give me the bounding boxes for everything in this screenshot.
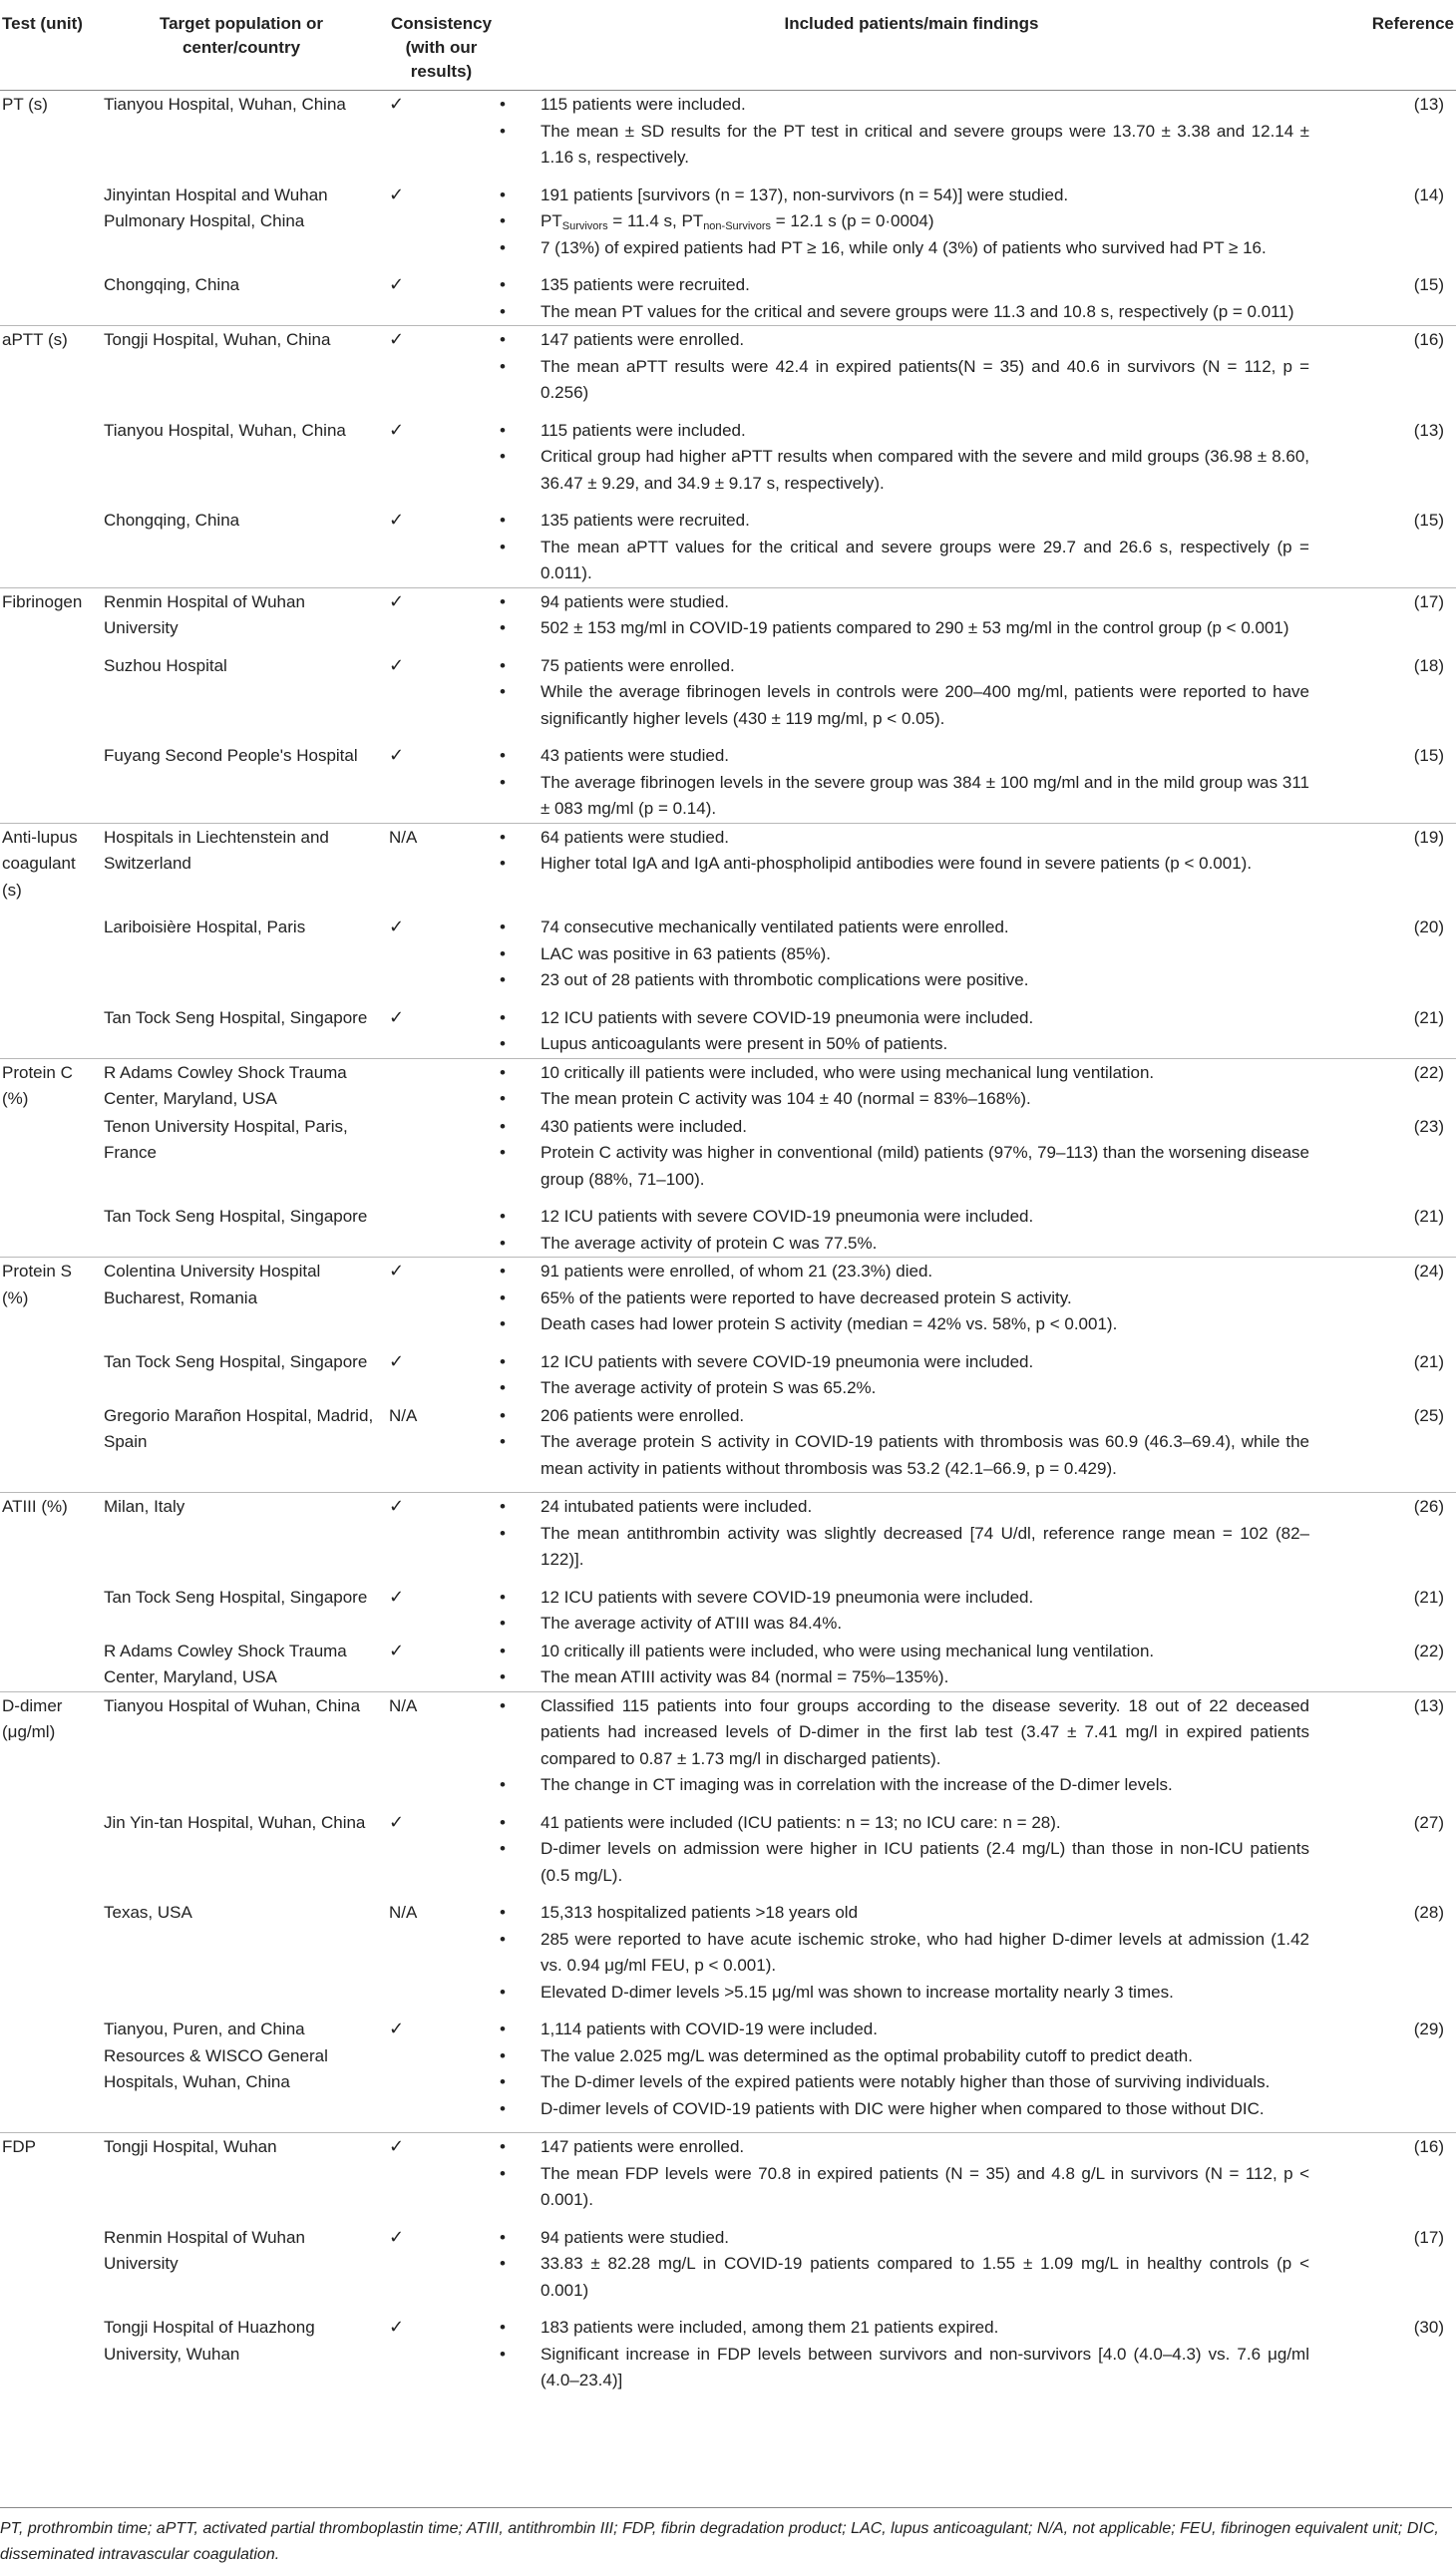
finding-item: • 502 ± 153 mg/ml in COVID-19 patients compared to 290 ± 53 mg/ml in the control group (p < 0.001) bbox=[500, 615, 1323, 642]
table-row bbox=[0, 2314, 1456, 2394]
findings-cell bbox=[500, 1691, 1323, 1809]
header-test: Test (unit) bbox=[0, 0, 100, 91]
target-center-cell: Suzhou Hospital bbox=[104, 655, 227, 675]
finding-item: • 206 patients were enrolled. bbox=[500, 1403, 1323, 1430]
target-center-cell: Gregorio Marañon Hospital, Madrid, Spain bbox=[104, 1405, 374, 1451]
target-center-cell: Lariboisière Hospital, Paris bbox=[104, 918, 306, 936]
consistency-check-icon: ✓ bbox=[389, 654, 405, 676]
reference-cell: (18) bbox=[1413, 655, 1444, 675]
reference-cell: (29) bbox=[1413, 2019, 1444, 2038]
finding-item: • Significant increase in FDP levels between survivors and non-survivors [4.0 (4.0–4.3) vs. 7.6 μg/ml (4.0–23.4)] bbox=[500, 2342, 1323, 2394]
findings-cell bbox=[500, 1638, 1323, 1692]
finding-item: • The mean aPTT results were 42.4 in expired patients(N = 35) and 40.6 in survivors (N = 112, p = 0.256) bbox=[500, 354, 1323, 407]
findings-cell bbox=[500, 1584, 1323, 1638]
finding-item: • The mean FDP levels were 70.8 in expired patients (N = 35) and 4.8 g/L in survivors (N = 112, p < 0.001). bbox=[500, 2161, 1323, 2214]
findings-list bbox=[500, 2134, 1323, 2214]
target-center-cell: Tongji Hospital of Huazhong University, Wuhan bbox=[104, 2318, 315, 2364]
finding-item: • Higher total IgA and IgA anti-phospholipid antibodies were found in severe patients (p < 0.001). bbox=[500, 851, 1323, 878]
findings-list bbox=[500, 1494, 1323, 1574]
findings-cell bbox=[500, 2224, 1323, 2315]
target-center-cell: Hospitals in Liechtenstein and Switzerland bbox=[100, 823, 383, 914]
finding-item: • 41 patients were included (ICU patients: n = 13; no ICU care: n = 28). bbox=[500, 1810, 1323, 1837]
test-name-cell bbox=[0, 1638, 100, 1692]
finding-item: • The average protein S activity in COVID-19 patients with thrombosis was 60.9 (46.3–69.4), while the mean activity in patients without thrombosis was 53.2 (42.1–66.9, p = 0.429). bbox=[500, 1429, 1323, 1482]
reference-cell: (15) bbox=[1413, 275, 1444, 294]
reference-cell: (20) bbox=[1413, 918, 1444, 936]
test-name-cell: ATIII (%) bbox=[0, 1493, 100, 1584]
consistency-check-icon: ✓ bbox=[383, 1258, 500, 1348]
finding-item: • The average fibrinogen levels in the severe group was 384 ± 100 mg/ml and in the mild group was 311 ± 083 mg/ml (p = 0.14). bbox=[500, 770, 1323, 823]
finding-item: • The mean protein C activity was 104 ± 40 (normal = 83%–168%). bbox=[500, 1086, 1323, 1113]
reference-cell: (24) bbox=[1323, 1258, 1456, 1348]
consistency-check-icon: ✓ bbox=[389, 419, 405, 441]
finding-item: • 91 patients were enrolled, of whom 21 (23.3%) died. bbox=[500, 1259, 1323, 1285]
findings-list bbox=[500, 1810, 1323, 1890]
reference-cell: (17) bbox=[1413, 2227, 1444, 2247]
consistency-check-icon: ✓ bbox=[389, 1811, 405, 1833]
target-center-cell: Tan Tock Seng Hospital, Singapore bbox=[104, 1207, 368, 1226]
reference-cell: (15) bbox=[1413, 511, 1444, 530]
findings-list bbox=[500, 1403, 1323, 1483]
target-center-cell: Milan, Italy bbox=[100, 1493, 383, 1584]
finding-item: • The mean PT values for the critical and severe groups were 11.3 and 10.8 s, respectively (p = 0.011) bbox=[500, 299, 1323, 326]
table-row bbox=[0, 417, 1456, 508]
table-row bbox=[0, 1203, 1456, 1258]
consistency-check-icon: ✓ bbox=[389, 1586, 405, 1608]
test-name-cell bbox=[0, 2314, 100, 2394]
finding-item: • 183 patients were included, among them 21 patients expired. bbox=[500, 2315, 1323, 2342]
consistency-check-icon: ✓ bbox=[389, 2019, 405, 2039]
consistency-check-icon: ✓ bbox=[389, 94, 405, 115]
finding-item: • 23 out of 28 patients with thrombotic complications were positive. bbox=[500, 967, 1323, 994]
findings-list bbox=[500, 1060, 1323, 1113]
test-name-cell bbox=[0, 271, 100, 326]
test-name-cell bbox=[0, 1584, 100, 1638]
table-row bbox=[0, 2224, 1456, 2315]
findings-cell bbox=[500, 2016, 1323, 2133]
target-center-cell: Tongji Hospital, Wuhan, China bbox=[100, 326, 383, 417]
table-row bbox=[0, 742, 1456, 823]
test-name-cell bbox=[0, 652, 100, 743]
table-row bbox=[0, 2016, 1456, 2133]
finding-item: • 12 ICU patients with severe COVID-19 pneumonia were included. bbox=[500, 1585, 1323, 1612]
finding-item: • 65% of the patients were reported to have decreased protein S activity. bbox=[500, 1285, 1323, 1312]
finding-item: • Critical group had higher aPTT results when compared with the severe and mild groups (36.98 ± 8.60, 36.47 ± 9.29, and 34.9 ± 9.17 s, respectively). bbox=[500, 444, 1323, 497]
finding-item: • 191 patients [survivors (n = 137), non-survivors (n = 54)] were studied. bbox=[500, 183, 1323, 209]
consistency-cell bbox=[383, 1113, 500, 1204]
reference-cell: (21) bbox=[1413, 1351, 1444, 1371]
header-row bbox=[0, 0, 1456, 91]
findings-list bbox=[500, 327, 1323, 407]
target-center-cell: Jin Yin-tan Hospital, Wuhan, China bbox=[104, 1812, 366, 1832]
test-name-cell bbox=[0, 2016, 100, 2133]
test-name-cell bbox=[0, 1402, 100, 1493]
header-main-findings: Included patients/main findings bbox=[500, 0, 1323, 91]
test-name-cell bbox=[0, 742, 100, 823]
reference-cell: (16) bbox=[1323, 2133, 1456, 2224]
finding-item: • Classified 115 patients into four groups according to the disease severity. 18 out of 22 deceased patients had increased levels of D-dimer in the first lab test (3.47 ± 7.41 mg/l in expired patients compared to 0.87 ± 1.73 mg/l in discharged patients). bbox=[500, 1693, 1323, 1773]
table-row bbox=[0, 914, 1456, 1004]
consistency-check-icon: ✓ bbox=[389, 2226, 405, 2248]
header-target-population: Target population or center/country bbox=[100, 0, 383, 91]
findings-cell bbox=[500, 1113, 1323, 1204]
target-center-cell: Colentina University Hospital Bucharest, Romania bbox=[100, 1258, 383, 1348]
table-row bbox=[0, 1058, 1456, 1113]
test-name-cell bbox=[0, 182, 100, 272]
table-row bbox=[0, 587, 1456, 652]
findings-cell bbox=[500, 182, 1323, 272]
reference-cell: (16) bbox=[1323, 326, 1456, 417]
finding-item: • The change in CT imaging was in correlation with the increase of the D-dimer levels. bbox=[500, 1772, 1323, 1799]
findings-list bbox=[500, 272, 1323, 325]
findings-cell bbox=[500, 1058, 1323, 1113]
target-center-cell: Renmin Hospital of Wuhan University bbox=[104, 2227, 305, 2273]
target-center-cell: Tan Tock Seng Hospital, Singapore bbox=[104, 1351, 368, 1371]
test-name-cell bbox=[0, 1809, 100, 1900]
reference-cell: (21) bbox=[1413, 1007, 1444, 1027]
target-center-cell: Tianyou Hospital of Wuhan, China bbox=[100, 1691, 383, 1809]
finding-item: • The mean ATIII activity was 84 (normal = 75%–135%). bbox=[500, 1664, 1323, 1691]
findings-list bbox=[500, 1900, 1323, 2006]
consistency-check-icon: ✓ bbox=[389, 1006, 405, 1028]
consistency-cell bbox=[383, 1203, 500, 1258]
test-name-cell bbox=[0, 1348, 100, 1402]
reference-cell: (19) bbox=[1323, 823, 1456, 914]
test-name-cell: Protein C (%) bbox=[0, 1058, 100, 1113]
target-center-cell: Tan Tock Seng Hospital, Singapore bbox=[104, 1007, 368, 1027]
finding-item: • 10 critically ill patients were included, who were using mechanical lung ventilation. bbox=[500, 1060, 1323, 1087]
finding-item: • 75 patients were enrolled. bbox=[500, 653, 1323, 680]
findings-cell bbox=[500, 417, 1323, 508]
finding-item: • Protein C activity was higher in conventional (mild) patients (97%, 79–113) than the worsening disease group (88%, 71–100). bbox=[500, 1140, 1323, 1193]
finding-item: • 147 patients were enrolled. bbox=[500, 2134, 1323, 2161]
test-name-cell: Anti-lupus coagulant (s) bbox=[0, 823, 100, 914]
test-name-cell: PT (s) bbox=[2, 95, 48, 114]
findings-list bbox=[500, 1585, 1323, 1638]
table-body bbox=[0, 91, 1456, 2394]
finding-item: • 94 patients were studied. bbox=[500, 2225, 1323, 2252]
findings-list bbox=[500, 743, 1323, 823]
reference-cell: (21) bbox=[1413, 1587, 1444, 1607]
test-name-cell bbox=[0, 1004, 100, 1059]
reference-cell: (23) bbox=[1413, 1116, 1444, 1136]
table-row bbox=[0, 1584, 1456, 1638]
table-row bbox=[0, 1809, 1456, 1900]
findings-cell bbox=[500, 1004, 1323, 1059]
findings-cell bbox=[500, 742, 1323, 823]
finding-item: • LAC was positive in 63 patients (85%). bbox=[500, 941, 1323, 968]
finding-item: • 12 ICU patients with severe COVID-19 pneumonia were included. bbox=[500, 1005, 1323, 1032]
table-row bbox=[0, 91, 1456, 182]
findings-list bbox=[500, 183, 1323, 262]
table-row bbox=[0, 326, 1456, 417]
target-center-cell: Tianyou Hospital, Wuhan, China bbox=[104, 420, 346, 440]
findings-list bbox=[500, 508, 1323, 587]
table-row bbox=[0, 1402, 1456, 1493]
consistency-check-icon: ✓ bbox=[383, 326, 500, 417]
target-center-cell: Tongji Hospital, Wuhan bbox=[100, 2133, 383, 2224]
findings-cell bbox=[500, 2314, 1323, 2394]
target-center-cell: Chongqing, China bbox=[104, 511, 240, 530]
finding-item: • The average activity of protein S was 65.2%. bbox=[500, 1375, 1323, 1402]
finding-item: • 33.83 ± 82.28 mg/L in COVID-19 patients compared to 1.55 ± 1.09 mg/L in healthy controls (p < 0.001) bbox=[500, 2251, 1323, 2304]
reference-cell: (27) bbox=[1413, 1812, 1444, 1832]
target-center-cell: R Adams Cowley Shock Trauma Center, Maryland, USA bbox=[104, 1641, 347, 1686]
consistency-check-icon: ✓ bbox=[389, 2317, 405, 2338]
consistency-check-icon: ✓ bbox=[383, 1493, 500, 1584]
findings-list bbox=[500, 1005, 1323, 1058]
finding-item: • 15,313 hospitalized patients >18 years old bbox=[500, 1900, 1323, 1927]
test-name-cell bbox=[0, 417, 100, 508]
test-name-cell bbox=[0, 1113, 100, 1204]
reference-cell: (26) bbox=[1323, 1493, 1456, 1584]
finding-item: • 115 patients were included. bbox=[500, 92, 1323, 119]
finding-item: • 135 patients were recruited. bbox=[500, 508, 1323, 535]
findings-cell bbox=[500, 1348, 1323, 1402]
table-row bbox=[0, 1691, 1456, 1809]
header-reference: Reference bbox=[1323, 0, 1456, 91]
finding-item: • The D-dimer levels of the expired patients were notably higher than those of surviving individuals. bbox=[500, 2069, 1323, 2096]
consistency-check-icon: ✓ bbox=[383, 2133, 500, 2224]
table-row bbox=[0, 2133, 1456, 2224]
reference-cell: (14) bbox=[1413, 184, 1444, 204]
target-center-cell: Fuyang Second People's Hospital bbox=[104, 746, 358, 765]
findings-list bbox=[500, 1114, 1323, 1194]
finding-item: • 64 patients were studied. bbox=[500, 825, 1323, 852]
finding-item: • 7 (13%) of expired patients had PT ≥ 16, while only 4 (3%) of patients who survived had PT ≥ 16. bbox=[500, 235, 1323, 262]
consistency-check-icon: ✓ bbox=[389, 184, 405, 205]
findings-cell bbox=[500, 1493, 1323, 1584]
reference-cell: (15) bbox=[1413, 746, 1444, 765]
finding-item: • The mean ± SD results for the PT test in critical and severe groups were 13.70 ± 3.38 and 12.14 ± 1.16 s, respectively. bbox=[500, 119, 1323, 172]
findings-list bbox=[500, 418, 1323, 498]
reference-cell: (13) bbox=[1323, 1691, 1456, 1809]
findings-cell bbox=[500, 914, 1323, 1004]
finding-item: • 285 were reported to have acute ischemic stroke, who had higher D-dimer levels at admission (1.42 vs. 0.94 μg/ml FEU, p < 0.001). bbox=[500, 1927, 1323, 1980]
findings-list bbox=[500, 1204, 1323, 1257]
finding-item: • 43 patients were studied. bbox=[500, 743, 1323, 770]
target-center-cell: Tenon University Hospital, Paris, France bbox=[104, 1116, 348, 1162]
test-name-cell: FDP bbox=[0, 2133, 100, 2224]
table-row bbox=[0, 1348, 1456, 1402]
findings-list bbox=[500, 1259, 1323, 1338]
findings-list bbox=[500, 653, 1323, 733]
finding-item: • Death cases had lower protein S activity (median = 42% vs. 58%, p < 0.001). bbox=[500, 1311, 1323, 1338]
finding-item: • 1,114 patients with COVID-19 were included. bbox=[500, 2017, 1323, 2043]
table-row bbox=[0, 1638, 1456, 1692]
reference-cell: (22) bbox=[1323, 1058, 1456, 1113]
test-name-cell: Protein S (%) bbox=[0, 1258, 100, 1348]
finding-item: • The value 2.025 mg/L was determined as the optimal probability cutoff to predict death. bbox=[500, 2043, 1323, 2070]
findings-cell bbox=[500, 91, 1323, 182]
target-center-cell: Tianyou, Puren, and China Resources & WISCO General Hospitals, Wuhan, China bbox=[104, 2019, 328, 2091]
reference-cell: (28) bbox=[1413, 1903, 1444, 1922]
test-name-cell: Fibrinogen bbox=[0, 587, 100, 652]
reference-cell: (17) bbox=[1323, 587, 1456, 652]
table-row bbox=[0, 271, 1456, 326]
header-consistency: Consistency (with our results) bbox=[383, 0, 500, 91]
finding-item: • The mean aPTT values for the critical and severe groups were 29.7 and 26.6 s, respectively (p = 0.011). bbox=[500, 535, 1323, 587]
target-center-cell: Jinyintan Hospital and Wuhan Pulmonary Hospital, China bbox=[104, 184, 328, 230]
test-name-cell bbox=[0, 914, 100, 1004]
table-row bbox=[0, 652, 1456, 743]
finding-item: • 147 patients were enrolled. bbox=[500, 327, 1323, 354]
finding-item: • D-dimer levels on admission were higher in ICU patients (2.4 mg/L) than those in non-ICU patients (0.5 mg/L). bbox=[500, 1836, 1323, 1889]
findings-list bbox=[500, 1639, 1323, 1691]
findings-cell bbox=[500, 652, 1323, 743]
reference-cell: (22) bbox=[1413, 1641, 1444, 1660]
table-row bbox=[0, 507, 1456, 587]
findings-cell bbox=[500, 587, 1323, 652]
consistency-check-icon: ✓ bbox=[389, 510, 405, 531]
target-center-cell: Renmin Hospital of Wuhan University bbox=[100, 587, 383, 652]
table-row bbox=[0, 1899, 1456, 2016]
findings-list bbox=[500, 92, 1323, 172]
finding-item: • D-dimer levels of COVID-19 patients with DIC were higher when compared to those without DIC. bbox=[500, 2096, 1323, 2123]
target-center-cell: R Adams Cowley Shock Trauma Center, Maryland, USA bbox=[100, 1058, 383, 1113]
finding-item: • Elevated D-dimer levels >5.15 μg/ml was shown to increase mortality nearly 3 times. bbox=[500, 1980, 1323, 2007]
test-name-cell: D-dimer (μg/ml) bbox=[0, 1691, 100, 1809]
target-center-cell: Tianyou Hospital, Wuhan, China bbox=[104, 95, 346, 114]
reference-cell: (30) bbox=[1413, 2318, 1444, 2337]
finding-item: • 115 patients were included. bbox=[500, 418, 1323, 445]
findings-list bbox=[500, 589, 1323, 642]
finding-item: • The average activity of ATIII was 84.4%. bbox=[500, 1611, 1323, 1638]
finding-item: • 12 ICU patients with severe COVID-19 pneumonia were included. bbox=[500, 1349, 1323, 1376]
table-row bbox=[0, 1258, 1456, 1348]
consistency-cell: N/A bbox=[389, 1903, 418, 1922]
test-name-cell bbox=[0, 507, 100, 587]
finding-item: • Lupus anticoagulants were present in 50% of patients. bbox=[500, 1031, 1323, 1058]
test-name-cell bbox=[0, 1899, 100, 2016]
table-row bbox=[0, 182, 1456, 272]
findings-list bbox=[500, 2017, 1323, 2122]
findings-list bbox=[500, 825, 1323, 878]
table-row bbox=[0, 823, 1456, 914]
reference-cell: (13) bbox=[1413, 95, 1444, 114]
table-footnote: PT, prothrombin time; aPTT, activated partial thromboplastin time; ATIII, antithrombin III; FDP, fibrin degradation product; LAC, lupus anticoagulant; N/A, not applicable; FEU, fibrinogen equivalent unit; DIC, disseminated intravascular coagulation. bbox=[0, 2507, 1452, 2568]
findings-list bbox=[500, 1349, 1323, 1402]
finding-item: • 10 critically ill patients were included, who were using mechanical lung ventilation. bbox=[500, 1639, 1323, 1665]
table-row bbox=[0, 1493, 1456, 1584]
reference-cell: (21) bbox=[1413, 1207, 1444, 1226]
consistency-cell: N/A bbox=[389, 1405, 418, 1425]
finding-item: • While the average fibrinogen levels in controls were 200–400 mg/ml, patients were reported to have significantly higher levels (430 ± 119 mg/ml, p < 0.05). bbox=[500, 679, 1323, 732]
consistency-check-icon: ✓ bbox=[389, 917, 405, 937]
findings-cell bbox=[500, 2133, 1323, 2224]
findings-list bbox=[500, 2315, 1323, 2394]
findings-cell bbox=[500, 1203, 1323, 1258]
finding-item: • $PT_{Survivors} = 11.4$ s, $PT_{non-Survivors} = 12.1$ s (p = 0·0004) bbox=[500, 208, 1323, 235]
findings-list bbox=[500, 2225, 1323, 2305]
consistency-cell bbox=[383, 1058, 500, 1113]
target-center-cell: Texas, USA bbox=[104, 1903, 192, 1922]
finding-item: • 24 intubated patients were included. bbox=[500, 1494, 1323, 1521]
consistency-check-icon: ✓ bbox=[389, 1350, 405, 1372]
test-name-cell: aPTT (s) bbox=[0, 326, 100, 417]
finding-item: • 12 ICU patients with severe COVID-19 pneumonia were included. bbox=[500, 1204, 1323, 1231]
table-row bbox=[0, 1004, 1456, 1059]
finding-item: • 430 patients were included. bbox=[500, 1114, 1323, 1141]
test-name-cell bbox=[0, 2224, 100, 2315]
finding-item: • The average activity of protein C was 77.5%. bbox=[500, 1231, 1323, 1258]
consistency-check-icon: ✓ bbox=[383, 587, 500, 652]
findings-cell bbox=[500, 823, 1323, 914]
finding-item: • 94 patients were studied. bbox=[500, 589, 1323, 616]
findings-cell bbox=[500, 271, 1323, 326]
consistency-cell: N/A bbox=[383, 823, 500, 914]
consistency-check-icon: ✓ bbox=[389, 274, 405, 295]
table-header bbox=[0, 0, 1456, 91]
finding-item: • The mean antithrombin activity was slightly decreased [74 U/dl, reference range mean = 102 (82–122)]. bbox=[500, 1521, 1323, 1574]
reference-cell: (13) bbox=[1413, 420, 1444, 440]
findings-cell bbox=[500, 1402, 1323, 1493]
findings-cell bbox=[500, 1258, 1323, 1348]
findings-cell bbox=[500, 326, 1323, 417]
target-center-cell: Chongqing, China bbox=[104, 275, 240, 294]
findings-cell bbox=[500, 1899, 1323, 2016]
test-name-cell bbox=[0, 1203, 100, 1258]
finding-item: • 74 consecutive mechanically ventilated patients were enrolled. bbox=[500, 915, 1323, 941]
findings-list bbox=[500, 915, 1323, 994]
findings-list bbox=[500, 1693, 1323, 1799]
reference-cell: (25) bbox=[1413, 1405, 1444, 1425]
findings-cell bbox=[500, 1809, 1323, 1900]
findings-cell bbox=[500, 507, 1323, 587]
target-center-cell: Tan Tock Seng Hospital, Singapore bbox=[104, 1587, 368, 1607]
consistency-check-icon: ✓ bbox=[389, 745, 405, 766]
table-row bbox=[0, 1113, 1456, 1204]
consistency-check-icon: ✓ bbox=[389, 1640, 405, 1661]
finding-item: • 135 patients were recruited. bbox=[500, 272, 1323, 299]
consistency-cell: N/A bbox=[383, 1691, 500, 1809]
